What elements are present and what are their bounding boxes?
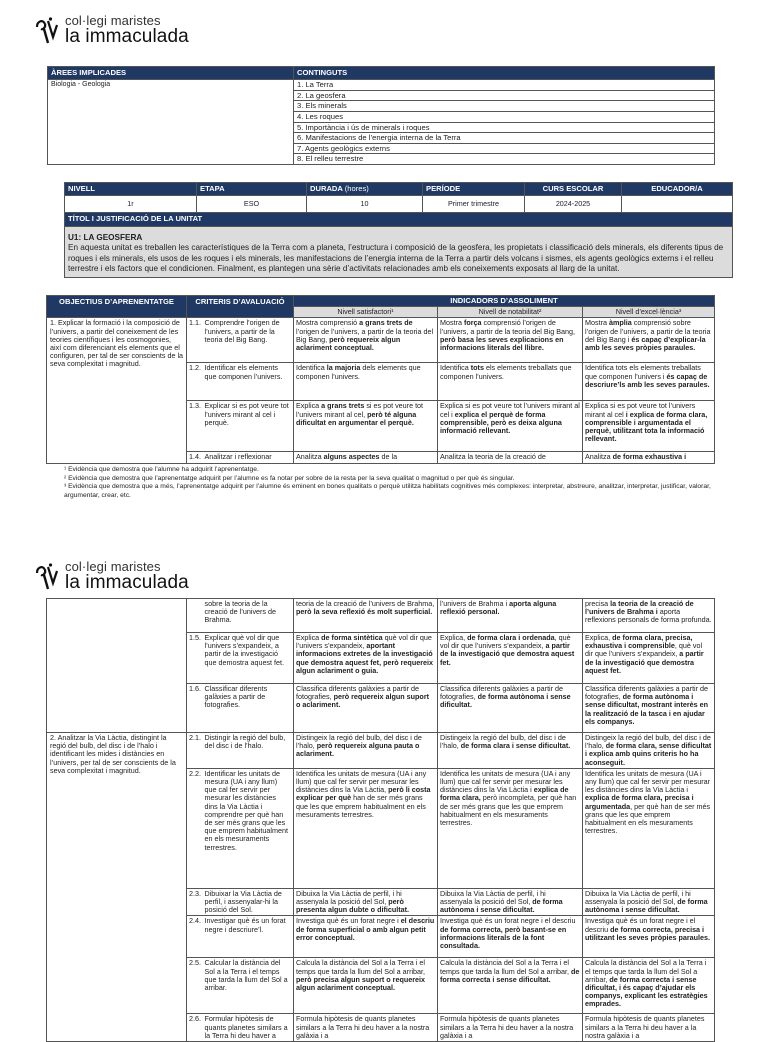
unit-title: U1: LA GEOSFERA [68, 232, 143, 242]
criteria-text: Investigar què és un forat negre i descriure’l. [203, 916, 294, 958]
excellencia-cell [583, 684, 715, 733]
excellencia-cell [583, 363, 715, 401]
criteria-number: 1.1. [187, 318, 203, 363]
indicator-text: Analitza [296, 452, 324, 462]
indicator-text: Identifica les unitats de mesura (UA i any llum) que cal fer servir per mesurar les distàncies dins la Via Làctia i [585, 768, 711, 795]
notabilitat-cell [438, 363, 583, 401]
satisfactori-cell [294, 958, 438, 1014]
satisfactori-cell [294, 452, 438, 463]
indicator-text: Identifica [296, 363, 327, 373]
indicator-text: de forma correcta i sense dificultat, i és capaç d’ajudar els companys, explicant les estratègies emprades. [585, 974, 708, 1009]
indicator-text: han de ser més grans que les que emprem habitualment en els mesuraments terrestres. [296, 793, 426, 819]
areas-header: ÀREES IMPLICADES [48, 67, 294, 80]
curs-value: 2024-2025 [525, 196, 622, 213]
unit-description [65, 226, 733, 277]
indicator-text: de forma correcta i sense dificultat. [440, 966, 580, 984]
satisfactori-cell [294, 363, 438, 401]
excellencia-cell [583, 401, 715, 452]
satisfactori-cell [294, 916, 438, 958]
excellencia-cell [583, 1014, 715, 1042]
notabilitat-cell [438, 916, 583, 958]
objective-2: 2. Analitzar la Via Làctia, distingint la regió del bulb, del disc i de l’halo i identificant les mides i distàncies en l’univers, per tal de ser conscients de la seva complexitat i magnitud. [47, 733, 187, 1042]
objectius-header: OBJECTIUS D’APRENENTATGE [47, 296, 187, 318]
indicator-text: Identifica tots els elements treballats que componen l’univers i [585, 363, 701, 381]
indicator-text: però presenta algun dubte o dificultat. [296, 897, 410, 915]
notabilitat-cell [438, 684, 583, 733]
indicator-text: Identifica les unitats de mesura (UA i any llum) que cal fer servir per mesurar les distàncies dins la Via Làctia i [440, 768, 571, 795]
indicator-text: però té alguna dificultat en argumentar el perquè. [296, 409, 417, 427]
indicator-text: Formula hipòtesis de quants planetes similars a la Terra hi deu haver a la nostra galàxia i a [440, 1014, 574, 1040]
indicator-text: aportant informacions extretes de la investigació que demostra aquest fet, però requereix algun aclariment o guia. [296, 641, 434, 675]
criteria-text: Formular hipòtesis de quants planetes similars a la Terra hi deu haver a [203, 1014, 294, 1042]
satisfactori-cell [294, 401, 438, 452]
criteria-text: Classificar diferents galàxies a partir de fotografies. [203, 684, 294, 733]
indicator-text: de forma exhaustiva i [612, 452, 687, 462]
notabilitat-header: Nivell de notabilitat² [438, 307, 583, 318]
indicator-text: el descriu de forma superficial o amb algun petit error conceptual. [296, 916, 435, 942]
criteria-text: sobre la teoria de la creació de l’univers de Brahma. [203, 599, 294, 633]
satisfactori-header: Nivell satisfactori¹ [294, 307, 438, 318]
notabilitat-cell [438, 958, 583, 1014]
educador-header: EDUCADOR/A [622, 183, 733, 196]
indicator-text: de forma sintètica [321, 633, 383, 642]
indicator-text: però requereix algun suport o aclariment. [296, 692, 430, 710]
criteria-number [187, 599, 203, 633]
criteria-text: Identificar els elements que componen l’univers. [203, 363, 294, 401]
contingut-item: 6. Manifestacions de l’energia interna de la Terra [294, 133, 715, 144]
nivell-header: NIVELL [65, 183, 197, 196]
criteria-text: Calcular la distància del Sol a la Terra i el temps que tarda la llum del Sol a arribar. [203, 958, 294, 1014]
indicator-text: de forma clara, precisa, exhaustiva i comprensible [585, 633, 693, 651]
criteria-text: Explicar què vol dir que l’univers s’expandeix, a partir de la investigació que demostra aquest fet. [203, 633, 294, 684]
notabilitat-cell [438, 733, 583, 769]
indicator-text: força [463, 318, 482, 328]
objective-1-continued [47, 599, 187, 733]
footnote: ² Evidència que demostra que l’aprenentatge adquirit per l’alumne es fa notar per sobre de la resta per la seva qualitat o magnitud o per què és singular. [64, 474, 515, 482]
excellencia-cell [583, 599, 715, 633]
indicator-text: Formula hipòtesis de quants planetes similars a la Terra hi deu haver a la nostra galàxia i a [296, 1014, 430, 1040]
indicator-text: Analitza [585, 452, 613, 462]
indicator-text: Dibuixa la Via Làctia de perfil, i hi assenyala la posició del Sol, [296, 888, 402, 907]
indicator-text: Investiga què és un forat negre i el descriu [585, 916, 696, 934]
assessment-table-1 [46, 295, 715, 464]
excellencia-cell [583, 633, 715, 684]
footnote: ³ Evidència que demostra que a més, l’aprenentatge adquirit per l’alumne és eminent en bones qualitats o perquè utilitza habilitats cognitives més complexes: interpretar, abstreure, analitzar, interpretar, justificar, valorar, argumentar, crear, etc. [64, 483, 711, 499]
indicator-text: de forma autònoma i sense dificultat. [585, 897, 708, 915]
objective-1: 1. Explicar la formació i la composició de l’univers, a partir del coneixement de les teories científiques i les cosmogonies, així com diferenciant els elements que el configuren, per tal de ser conscients de la seva complexitat i magnitud. [47, 318, 187, 463]
indicator-text: a grans trets [321, 401, 365, 411]
satisfactori-cell [294, 599, 438, 633]
indicator-text: Investiga què és un forat negre i el descriu [440, 916, 576, 926]
criteria-row [47, 599, 715, 633]
indicator-text: és capaç de descriure’ls amb les seves paraules. [585, 371, 710, 389]
criteria-number: 2.6. [187, 1014, 203, 1042]
indicator-text: Explica, [585, 633, 613, 642]
footnotes [64, 466, 714, 500]
excellencia-cell [583, 916, 715, 958]
indicator-text: de forma autònoma i sense dificultat. [440, 692, 571, 710]
excellencia-cell [583, 958, 715, 1014]
logo-line1: col·legi maristes [65, 13, 161, 28]
logo-line2: la immaculada [65, 572, 189, 593]
indicator-text: tots [470, 363, 484, 373]
indicator-text: de forma clara i ordenada [467, 633, 555, 642]
excellencia-cell [583, 768, 715, 888]
excellencia-cell [583, 318, 715, 363]
indicator-text: a partir de la investigació que demostra aquest fet. [585, 649, 704, 675]
satisfactori-cell [294, 633, 438, 684]
criteria-number: 1.6. [187, 684, 203, 733]
indicator-text: de la [379, 452, 398, 462]
titol-header: TÍTOL I JUSTIFICACIÓ DE LA UNITAT [65, 213, 733, 226]
durada-header: DURADA (hores) [307, 183, 423, 196]
criteria-number: 2.2. [187, 768, 203, 888]
continguts-header: CONTINGUTS [294, 67, 715, 80]
indicator-text: Explica si es pot veure tot l’univers mirant al cel i [440, 401, 580, 419]
indicator-text: de forma correcta, precisa i utilitzant les seves pròpies paraules. [585, 924, 711, 942]
indicator-text: l’univers de Brahma i [440, 599, 510, 608]
indicator-text: explica el perquè de forma comprensible, però es deixa alguna informació rellevant. [440, 409, 562, 436]
notabilitat-cell [438, 452, 583, 463]
notabilitat-cell [438, 888, 583, 916]
criteria-text: Identificar les unitats de mesura (UA i any llum) que cal fer servir per mesurar les distàncies dins la Via Làctia i comprendre per què han de ser més grans que les que emprem habitualment en els mesuraments terrestres. [203, 768, 294, 888]
marist-logo-icon [34, 561, 60, 591]
footnote: ¹ Evidència que demostra que l’alumne ha adquirit l’aprenentatge. [64, 466, 259, 473]
satisfactori-cell [294, 768, 438, 888]
criteris-header: CRITERIS D’AVALUACIÓ [187, 296, 294, 318]
marist-logo-icon [34, 15, 60, 45]
criteria-text: Explicar si es pot veure tot l’univers mirant al cel i perquè. [203, 401, 294, 452]
indicator-text: dels elements que componen l’univers. [296, 363, 421, 381]
indicator-text: Dibuixa la Via Làctia de perfil, i hi assenyala la posició del Sol, [585, 888, 691, 907]
logo-line2: la immaculada [65, 26, 189, 47]
area-value: Biologia - Geologia [48, 80, 294, 165]
indicator-text: Distingeix la regió del bulb, del disc i de l’halo, [585, 733, 711, 751]
contingut-item: 7. Agents geològics externs [294, 143, 715, 154]
indicator-text: Mostra [440, 318, 464, 328]
indicator-text: i explica de forma clara, comprensible i argumentada el perquè, utilitzant tota la informació rellevant. [585, 409, 708, 444]
indicator-text: aporta reflexions personals de forma profunda. [585, 607, 712, 625]
indicator-text: si es pot veure tot l’univers mirant al cel, [296, 401, 424, 419]
indicator-text: Dibuixa la Via Làctia de perfil, i hi assenyala la posició del Sol, [440, 888, 546, 907]
criteria-number: 2.5. [187, 958, 203, 1014]
criteria-text: Comprendre l’origen de l’univers, a partir de la teoria del Big Bang. [203, 318, 294, 363]
areas-table [47, 66, 715, 165]
etapa-value: ESO [197, 196, 307, 213]
indicator-text: Identifica [440, 363, 471, 373]
excellencia-cell [583, 452, 715, 463]
indicator-text: explica de forma clara, [440, 785, 569, 803]
indicator-text: Formula hipòtesis de quants planetes similars a la Terra hi deu haver a la nostra galàxia i a [585, 1014, 705, 1040]
criteria-number: 1.3. [187, 401, 203, 452]
criteria-text: Distingir la regió del bulb, del disc i de l’halo. [203, 733, 294, 769]
indicator-text: Explica [296, 633, 322, 642]
indicator-text: explica de forma clara, precisa i argumentada [585, 793, 694, 811]
logo-line1: col·legi maristes [65, 559, 161, 574]
info-table [64, 182, 733, 278]
school-logo [34, 14, 189, 46]
indicator-text: comprensió l’origen de l’univers, a partir de la teoria del Big Bang, [440, 318, 576, 336]
indicator-text: Distingeix la regió del bulb, del disc i de l’halo, [440, 733, 566, 751]
contingut-item: 1. La Terra [294, 80, 715, 91]
etapa-header: ETAPA [197, 183, 307, 196]
indicator-text: Distingeix la regió del bulb, del disc i de l’halo, [296, 733, 422, 751]
indicator-text: comprensió sobre l’origen de l’univers, a partir de la teoria del Big Bang i [585, 318, 711, 344]
nivell-value: 1r [65, 196, 197, 213]
indicator-text: , què vol dir que l’univers s’expandeix, [585, 641, 703, 659]
indicator-text: precisa [585, 599, 609, 608]
notabilitat-cell [438, 768, 583, 888]
criteria-row [47, 318, 715, 363]
satisfactori-cell [294, 1014, 438, 1042]
criteria-number: 2.4. [187, 916, 203, 958]
criteria-number: 2.3. [187, 888, 203, 916]
indicator-text: Classifica diferents galàxies a partir de fotografies, [440, 684, 564, 702]
indicator-text: Calcula la distància del Sol a la Terra i el temps que tarda la llum del Sol a arribar, [296, 958, 426, 976]
criteria-number: 1.2. [187, 363, 203, 401]
indicator-text: de forma clara, sense dificultat i explica amb quins criteris ho ha aconseguit. [585, 741, 712, 767]
indicator-text: a partir de la investigació que demostra aquest fet. [440, 641, 575, 667]
indicator-text: de forma autònoma i sense dificultat, mostrant interès en la realització de la tasca i en ajudar els companys. [585, 692, 709, 726]
criteria-number: 1.4. [187, 452, 203, 463]
criteria-text: Dibuixar la Via Làctia de perfil, i assenyalar-hi la posició del Sol. [203, 888, 294, 916]
indicator-text: Investiga què és un forat negre i [296, 916, 401, 926]
contingut-item: 2. La geosfera [294, 90, 715, 101]
criteria-row [47, 733, 715, 769]
excellencia-cell [583, 888, 715, 916]
indicator-text: Explica [296, 401, 322, 411]
indicator-text: a grans trets de [359, 318, 413, 328]
indicator-text: Analitza la teoria de la creació de [440, 452, 546, 462]
indicator-text: Mostra [585, 318, 609, 328]
satisfactori-cell [294, 684, 438, 733]
indicator-text: la majoria [326, 363, 361, 373]
indicator-text: aporta alguna reflexió personal. [440, 599, 557, 617]
indicator-text: , què vol dir que l’univers s’expandeix, [440, 633, 571, 651]
indicator-text: però precisa algun suport o requereix algun aclariment conceptual. [296, 974, 426, 993]
indicator-text: els elements treballats que componen l’univers. [440, 363, 572, 381]
periode-value: Primer trimestre [423, 196, 525, 213]
periode-header: PERÍODE [423, 183, 525, 196]
criteria-text: Analitzar i reflexionar [203, 452, 294, 463]
indicator-text: de forma clara i sense dificultat. [460, 741, 571, 751]
indicator-text: àmplia [608, 318, 632, 328]
indicator-text: és capaç d’explicar-la amb les seves pròpies paraules. [585, 334, 706, 353]
satisfactori-cell [294, 733, 438, 769]
indicator-text: però li costa explicar per què [296, 785, 431, 803]
notabilitat-cell [438, 633, 583, 684]
notabilitat-cell [438, 1014, 583, 1042]
indicator-text: Calcula la distància del Sol a la Terra i el temps que tarda la llum del Sol a arribar, [440, 958, 572, 976]
notabilitat-cell [438, 401, 583, 452]
notabilitat-cell [438, 599, 583, 633]
contingut-item: 4. Les roques [294, 111, 715, 122]
indicator-text: però basa les seves explicacions en informacions literals del llibre. [440, 334, 564, 353]
school-logo-2 [34, 560, 189, 592]
indicator-text: però incompleta, per què han de ser més grans que les que emprem habitualment en els mesuraments terrestres. [440, 793, 577, 828]
indicator-text: Mostra comprensió [296, 318, 360, 328]
contingut-item: 8. El relleu terrestre [294, 154, 715, 165]
durada-value: 10 [307, 196, 423, 213]
excellencia-cell [583, 733, 715, 769]
indicator-text: què vol dir que l’univers s’expandeix, [296, 633, 432, 651]
indicator-text: Explica si es pot veure tot l’univers mirant al cel [585, 401, 696, 419]
indicator-text: alguns aspectes [323, 452, 380, 462]
excellencia-header: Nivell d’excel·lència³ [583, 307, 715, 318]
indicator-text: la teoria de la creació de l’univers de Brahma i [585, 599, 694, 617]
indicator-text: Explica, [440, 633, 468, 642]
indicator-text: però requereix alguna pauta o aclariment. [296, 741, 420, 759]
indicator-text: de forma autònoma i sense dificultat. [440, 897, 563, 915]
satisfactori-cell [294, 888, 438, 916]
indicadors-header: INDICADORS D’ASSOLIMENT [294, 296, 715, 307]
curs-header: CURS ESCOLAR [525, 183, 622, 196]
contingut-item: 5. Importància i ús de minerals i roques [294, 122, 715, 133]
satisfactori-cell [294, 318, 438, 363]
indicator-text: l’origen de l’univers, a partir de la teoria del Big Bang, [296, 326, 434, 344]
criteria-number: 2.1. [187, 733, 203, 769]
indicator-text: però requereix algun aclariment conceptual. [296, 334, 401, 353]
indicator-text: Calcula la distància del Sol a la Terra i el temps que tarda la llum del Sol a arribar, [585, 958, 707, 984]
criteria-number: 1.5. [187, 633, 203, 684]
indicator-text: Classifica diferents galàxies a partir de fotografies, [585, 684, 709, 702]
indicator-text: , per què han de ser més grans que les que emprem habitualment en els mesuraments terrestres. [585, 801, 711, 836]
educador-value [622, 196, 733, 213]
notabilitat-cell [438, 318, 583, 363]
indicator-text: Classifica diferents galàxies a partir de fotografies, [296, 684, 420, 702]
unit-text: En aquesta unitat es treballen les característiques de la Terra com a planeta, l’estructura i composició de la geosfera, les propietats i classificació dels minerals, els diferents tipus de roques i els minerals, els usos de les roques i els minerals, les manifestacions de l’energia interna de la Terra a partir dels volcans i sismes, els agents geològics externs i el relleu terrestre i els factors que el condicionen. Finalment, es plantegen una sèrie d’activitats relacionades amb els coneixements exposats al llarg de la unitat. [68, 243, 724, 274]
indicator-text: de forma correcta, però basant-se en informacions literals de la font consultada. [440, 924, 567, 951]
indicator-text: Identifica les unitats de mesura (UA i any llum) que cal fer servir per mesurar les distàncies dins la Via Làctia, [296, 768, 427, 795]
indicator-text: però la seva reflexió és molt superficial. [296, 607, 433, 617]
indicator-text: teoria de la creació de l’univers de Brahma, [296, 599, 435, 608]
assessment-table-2 [46, 598, 715, 1042]
contingut-item: 3. Els minerals [294, 101, 715, 112]
